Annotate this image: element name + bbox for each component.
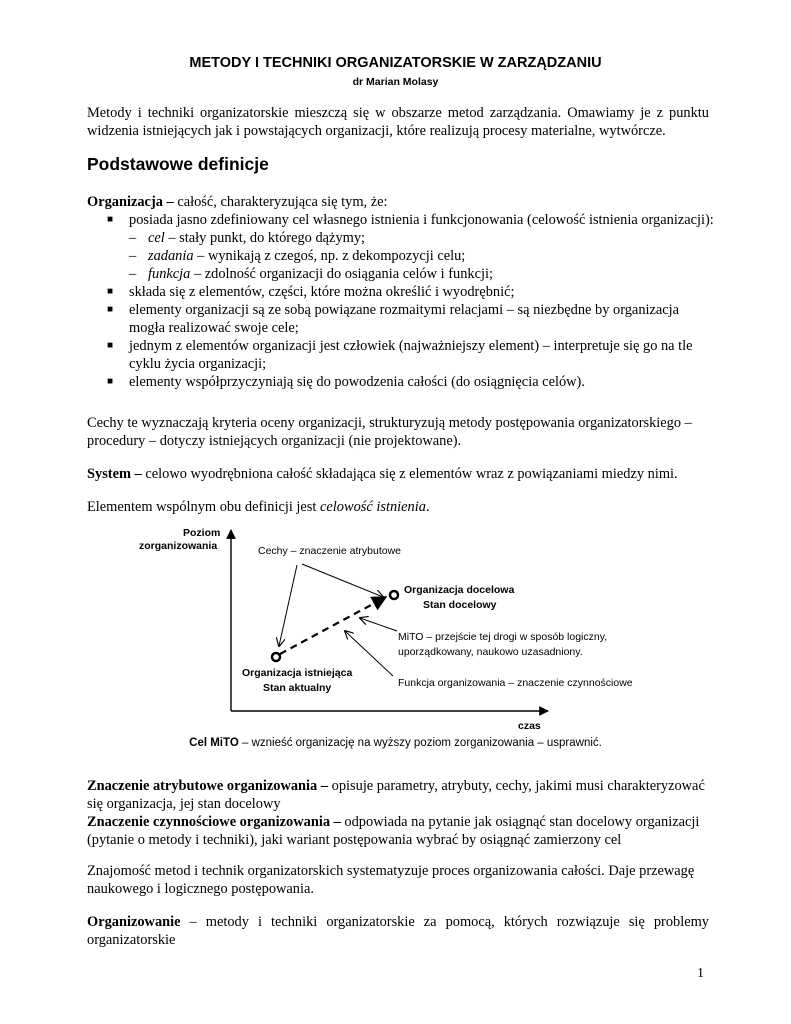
- znaczenie-atrybutowe: Znaczenie atrybutowe organizowania – opisuje parametry, atrybuty, cechy, jakimi musi charakteryzować się organizacja, jej stan docelowy: [87, 778, 705, 812]
- current-label-2: Stan aktualny: [263, 682, 332, 694]
- y-axis-label-1: Poziom: [183, 527, 221, 539]
- organizacja-definition-text: całość, charakteryzująca się tym, że:: [173, 194, 388, 210]
- target-state-marker: [390, 591, 398, 599]
- bullet-icon: ■: [107, 286, 114, 297]
- znaczenie-block: [87, 777, 709, 849]
- page-number: 1: [697, 966, 704, 981]
- bullet-icon: ■: [107, 214, 114, 225]
- document-author: dr Marian Molasy: [352, 76, 439, 88]
- system-definition: System – celowo wyodrębniona całość składająca się z elementów wraz z powiązaniami miedzy nimi.: [87, 466, 678, 482]
- organizowanie-term: Organizowanie: [87, 914, 181, 930]
- cechy-arrow-target: [302, 564, 383, 597]
- sub-list-item: – zadania – wynikają z czegoś, np. z dekompozycji celu;: [129, 248, 466, 264]
- section-heading: Podstawowe definicje: [87, 154, 269, 174]
- znaczenie-czynnosciowe: Znaczenie czynnościowe organizowania – odpowiada na pytanie jak osiągnąć stan docelowy organizacji (pytanie o metody i techniki), jaki wariant postępowania wybrać by osiągnąć zamierzony cel: [87, 814, 700, 848]
- list-item: ■ posiada jasno zdefiniowany cel własnego istnienia i funkcjonowania (celowość istnienia organizacji): – cel – stały punkt, do którego dążymy; – zadania – wynikają z czegoś, np. z dekompozycji celu; – funkcja – zdolność organizacji do osiągania celów i funkcji;: [107, 212, 714, 282]
- cechy-label: Cechy – znaczenie atrybutowe: [258, 545, 401, 557]
- dash-icon: –: [129, 248, 137, 264]
- mito-label-2: uporządkowany, naukowo uzasadniony.: [398, 646, 583, 658]
- organization-diagram: [0, 520, 791, 760]
- znajomosc-paragraph: Znajomość metod i technik organizatorskich systematyzuje proces organizowania całości. Daje przewagę naukowego i logicznego postępowania.: [87, 863, 695, 897]
- current-label-1: Organizacja istniejąca: [242, 667, 353, 679]
- list-item: ■ elementy organizacji są ze sobą powiązane rozmaitymi relacjami – są niezbędne by organizacja mogła realizować swoje cele;: [107, 302, 680, 336]
- mito-arrow: [360, 618, 397, 631]
- organizacja-sub-list: [129, 229, 715, 283]
- organizacja-definition: [87, 193, 709, 211]
- list-item: ■ elementy współprzyczyniają się do powodzenia całości (do osiągnięcia celów).: [107, 374, 585, 390]
- intro-paragraph: Metody i techniki organizatorskie mieszczą się w obszarze metod zarządzania. Omawiamy je z punktu widzenia istniejących jak i powstających organizacji, które realizują procesy materialne, wytwórcze.: [87, 105, 709, 139]
- x-axis-label: czas: [518, 720, 541, 732]
- list-item: ■ jednym z elementów organizacji jest człowiek (najważniejszy element) – interpretuje się go na tle cyklu życia organizacji;: [107, 338, 693, 372]
- organizacja-bullets: [105, 211, 715, 391]
- document-title: METODY I TECHNIKI ORGANIZATORSKIE W ZARZĄDZANIU: [189, 55, 602, 71]
- list-item: ■ składa się z elementów, części, które można określić i wyodrębnić;: [107, 284, 515, 300]
- bullet-icon: ■: [107, 304, 114, 315]
- caption-term: Cel MiTO: [189, 737, 239, 749]
- target-label-2: Stan docelowy: [423, 599, 497, 611]
- mito-path-dashed: [280, 597, 386, 654]
- sub-list-item: – cel – stały punkt, do którego dążymy;: [129, 230, 366, 246]
- organizowanie-definition: Organizowanie – metody i techniki organizatorskie za pomocą, których rozwiązuje się problemy organizatorskie: [87, 914, 709, 948]
- sub-list-item: – funkcja – zdolność organizacji do osiągania celów i funkcji;: [129, 266, 494, 282]
- y-axis-label-2: zorganizowania: [139, 540, 218, 552]
- system-term: System –: [87, 466, 142, 482]
- current-state-marker: [272, 653, 280, 661]
- funkcja-label: Funkcja organizowania – znaczenie czynnościowe: [398, 677, 633, 689]
- cechy-paragraph: Cechy te wyznaczają kryteria oceny organizacji, strukturyzują metody postępowania organizatorskiego – procedury – dotyczy istniejących organizacji (nie projektowane).: [87, 415, 692, 449]
- organizacja-term: Organizacja –: [87, 194, 174, 210]
- common-element-paragraph: Elementem wspólnym obu definicji jest celowość istnienia.: [87, 499, 430, 515]
- common-element-emphasis: celowość istnienia: [320, 499, 426, 515]
- dash-icon: –: [129, 230, 137, 246]
- cechy-arrow-down: [279, 565, 297, 646]
- dash-icon: –: [129, 266, 137, 282]
- bullet-icon: ■: [107, 376, 114, 387]
- diagram-caption: Cel MiTO – wznieść organizację na wyższy poziom zorganizowania – usprawnić.: [189, 737, 602, 749]
- target-label-1: Organizacja docelowa: [404, 584, 515, 596]
- bullet-icon: ■: [107, 340, 114, 351]
- mito-label-1: MiTO – przejście tej drogi w sposób logiczny,: [398, 631, 608, 643]
